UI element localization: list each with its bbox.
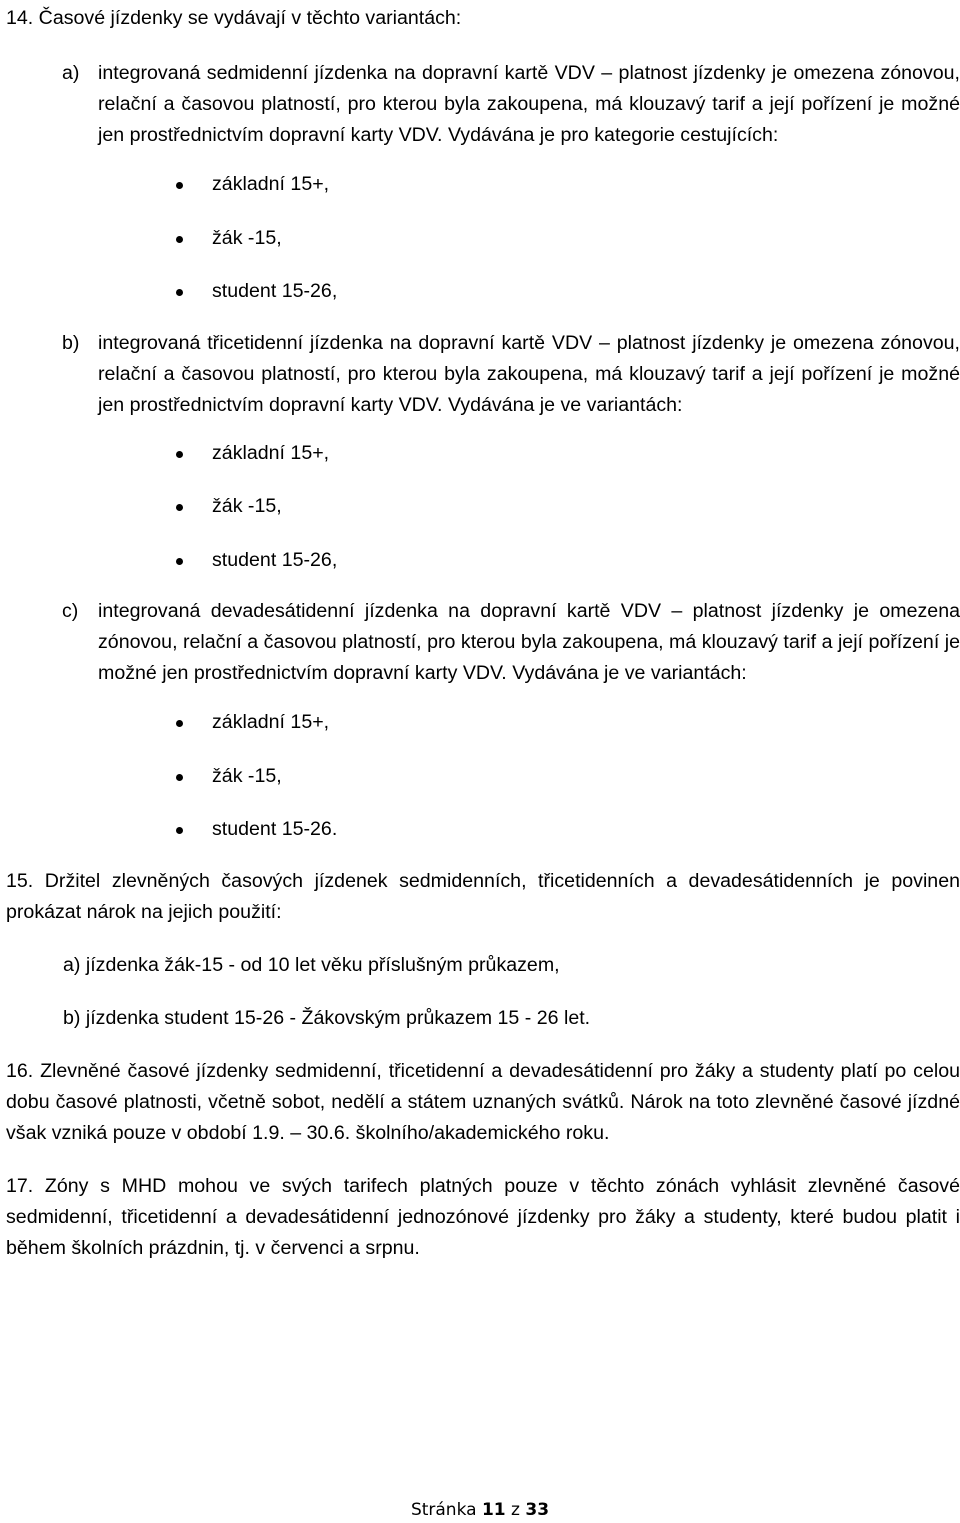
item-marker-c: c) — [62, 600, 79, 622]
list-item: základní 15+, — [6, 169, 960, 223]
category-list-c — [6, 707, 960, 868]
category-list-b — [6, 438, 960, 599]
list-item: základní 15+, — [6, 438, 960, 492]
section-16-text: 16. Zlevněné časové jízdenky sedmidenní, třicetidenní a devadesátidenní pro žáky a studenty platí po celou dobu časové platnosti, včetně sobot, nedělí a státem uznaných svátků. Nárok na toto zlevněné časové jízdné však vzniká pouze v období 1.9. – 30.6. školního/akademického roku. — [6, 1059, 960, 1144]
bullet-icon — [176, 720, 183, 727]
bullet-icon — [176, 182, 183, 189]
list-item: student 15-26, — [6, 276, 960, 330]
bullet-icon — [176, 236, 183, 243]
list-item: student 15-26. — [6, 814, 960, 868]
section-14-heading: 14. Časové jízdenky se vydávají v těchto variantách: — [6, 7, 462, 29]
ticket-variant-a — [6, 58, 960, 330]
footer-of-word: z — [511, 1500, 520, 1520]
list-item: žák -15, — [6, 491, 960, 545]
footer-current-page: 11 — [481, 1500, 506, 1520]
document-page — [6, 0, 960, 1264]
item-marker-b: b) — [62, 331, 80, 354]
page-footer — [0, 1498, 960, 1522]
footer-total-pages: 33 — [525, 1500, 550, 1520]
item-text-c: integrovaná devadesátidenní jízdenka na dopravní kartě VDV – platnost jízdenky je omezena zónovou, relační a časovou platností, pro kterou byla zakoupena, má klouzavý tarif a její pořízení je možné jen prostřednictvím dopravní karty VDV. Vydávána je ve variantách: — [98, 600, 960, 684]
proof-item-a: a) jízdenka žák-15 - od 10 let věku příslušným průkazem, — [63, 953, 560, 976]
item-text-a: integrovaná sedmidenní jízdenka na dopravní kartě VDV – platnost jízdenky je omezena zónovou, relační a časovou platností, pro kterou byla zakoupena, má klouzavý tarif a její pořízení je možné jen prostřednictvím dopravní karty VDV. Vydávána je pro kategorie cestujících: — [98, 62, 960, 146]
bullet-icon — [176, 827, 183, 834]
ticket-variant-b — [6, 328, 960, 599]
bullet-icon — [176, 504, 183, 511]
section-15-text: 15. Držitel zlevněných časových jízdenek sedmidenních, třicetidenních a devadesátidenních je povinen prokázat nárok na jejich použití: — [6, 869, 960, 923]
list-item: žák -15, — [6, 761, 960, 815]
list-item: student 15-26, — [6, 545, 960, 599]
list-item: žák -15, — [6, 223, 960, 277]
section-17-text: 17. Zóny s MHD mohou ve svých tarifech platných pouze v těchto zónách vyhlásit zlevněné časové sedmidenní, třicetidenní a devadesátidenní jednozónové jízdenky pro žáky a studenty, které budou platit i během školních prázdnin, tj. v červenci a srpnu. — [6, 1174, 960, 1259]
bullet-icon — [176, 558, 183, 565]
list-item: základní 15+, — [6, 707, 960, 761]
bullet-icon — [176, 774, 183, 781]
proof-item-b: b) jízdenka student 15-26 - Žákovským průkazem 15 - 26 let. — [63, 1006, 591, 1029]
bullet-icon — [176, 451, 183, 458]
footer-page-word: Stránka — [410, 1500, 477, 1520]
category-list-a — [6, 169, 960, 330]
item-marker-a: a) — [62, 62, 80, 84]
ticket-variant-c — [6, 596, 960, 868]
item-text-b: integrovaná třicetidenní jízdenka na dopravní kartě VDV – platnost jízdenky je omezena zónovou, relační a časovou platností, pro kterou byla zakoupena, má klouzavý tarif a její pořízení je možné jen prostřednictvím dopravní karty VDV. Vydávána je ve variantách: — [98, 331, 960, 416]
bullet-icon — [176, 289, 183, 296]
